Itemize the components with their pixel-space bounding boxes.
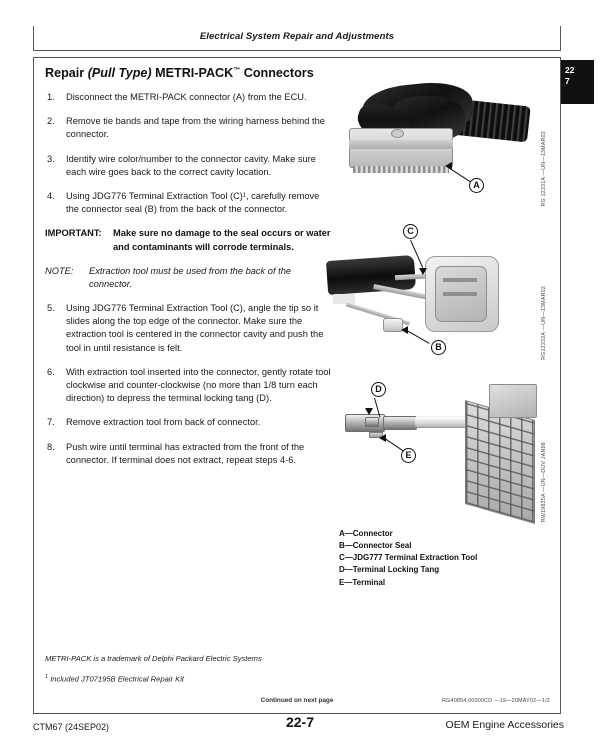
- section-title: [45, 66, 314, 80]
- section-title-prefix: Repair: [45, 66, 85, 80]
- running-header: [33, 26, 561, 51]
- step-number: 3.: [47, 153, 55, 164]
- arrowhead-c: [419, 268, 427, 275]
- step-number: 8.: [47, 441, 55, 452]
- step-text: Remove extraction tool from back of connector.: [66, 417, 261, 428]
- legend-item: A—Connector: [339, 529, 393, 538]
- figure-extraction-tool-seal: [339, 222, 551, 362]
- legend-item: D—Terminal Locking Tang: [339, 565, 440, 575]
- legend-item: B—Connector Seal: [339, 541, 412, 551]
- step-item: [45, 416, 333, 429]
- connector-seam: [349, 140, 453, 149]
- important-callout: [45, 227, 333, 253]
- running-header-title: Electrical System Repair and Adjustments: [199, 31, 395, 42]
- step-item: [45, 441, 333, 467]
- step-text: With extraction tool inserted into the connector, gently rotate tool clockwise and counter-clockwise (no more than 1/8 turn each direction) to depress the terminal locking tang (D).: [66, 366, 331, 404]
- figures-column: [339, 80, 551, 532]
- trademark-symbol: ™: [233, 66, 241, 74]
- arrowhead-a: [445, 162, 452, 170]
- important-text: Make sure no damage to the seal occurs or water and contaminants will corrode terminals.: [113, 228, 331, 252]
- callout-bubble-a: A: [469, 178, 484, 193]
- continued-notice: Continued on next page: [260, 697, 334, 704]
- cavity-slot: [443, 292, 477, 296]
- step-text: Remove tie bands and tape from the wiring harness behind the connector.: [66, 116, 325, 140]
- legend-item: E—Terminal: [339, 577, 386, 587]
- step-text: Push wire until terminal has extracted from the front of the connector. If terminal does not extract, repeat steps 4-6.: [66, 441, 305, 465]
- figure-code: RG12232A —UN—13MAR02: [541, 286, 547, 360]
- step-text: Using JDG776 Terminal Extraction Tool (C)¹, carefully remove the connector seal (B) from the back of the connector.: [66, 190, 320, 215]
- note-callout: [45, 265, 333, 291]
- arrowhead-d: [365, 408, 373, 415]
- footnote-entry: [45, 673, 405, 685]
- legend-item: C—JDG777 Terminal Extraction Tool: [339, 553, 478, 563]
- locking-tang: [365, 417, 379, 427]
- step-number: 1.: [47, 92, 55, 102]
- arrowhead-b: [401, 326, 408, 334]
- callout-bubble-e: E: [401, 448, 416, 463]
- tool-label-patch: [333, 294, 355, 304]
- connector-ecu-photo: [339, 80, 547, 208]
- step-item: [45, 91, 333, 104]
- step-text: Disconnect the METRI-PACK connector (A) from the ECU.: [66, 92, 307, 102]
- section-title-suffix: Connectors: [243, 66, 314, 80]
- callout-legend: [339, 528, 477, 589]
- latch-boss: [391, 129, 404, 138]
- step-item: [45, 302, 333, 355]
- publication-title: OEM Engine Accessories: [445, 719, 564, 731]
- manual-code: CTM67 (24SEP02): [33, 722, 110, 732]
- extraction-tool-seal-photo: [339, 222, 547, 362]
- document-reference-code: RG40854,00000CD —19—20MAY02—1/2: [442, 698, 550, 704]
- step-number: 2.: [47, 116, 55, 127]
- tab-page-number: 7: [565, 75, 570, 86]
- step-item: [45, 153, 333, 179]
- step-number: 6.: [47, 366, 55, 377]
- step-text: Identify wire color/number to the connector cavity. Make sure each wire goes back to the correct cavity location.: [66, 153, 316, 177]
- footnote-text: Included JT07195B Electrical Repair Kit: [50, 674, 184, 684]
- callout-bubble-c: C: [403, 224, 418, 239]
- note-label: NOTE:: [45, 265, 74, 276]
- arrowhead-e: [379, 434, 386, 442]
- footnote-marker: 1: [45, 674, 49, 681]
- callout-bubble-d: D: [371, 382, 386, 397]
- content-frame: [33, 57, 561, 714]
- wire-crimp: [383, 416, 417, 430]
- section-title-main: METRI-PACK: [155, 66, 234, 80]
- chapter-page-tab: [561, 60, 594, 104]
- important-label: IMPORTANT:: [45, 228, 102, 239]
- footnotes: [45, 653, 405, 685]
- step-item: [45, 115, 333, 141]
- page-number: 22-7: [285, 714, 315, 730]
- leader-line-b: [407, 330, 430, 344]
- section-title-italic: (Pull Type): [87, 66, 152, 80]
- connector-seal: [383, 318, 403, 332]
- step-item: [45, 190, 333, 216]
- trademark-notice: METRI-PACK is a trademark of Delphi Packard Electric Systems: [45, 653, 262, 663]
- callout-bubble-b: B: [431, 340, 446, 355]
- connector-cavity-grid: [465, 400, 535, 524]
- chapter-number: 22: [565, 65, 575, 75]
- terminal-locking-tang-photo: [339, 376, 547, 526]
- connector-top-shell: [489, 384, 537, 418]
- note-text: Extraction tool must be used from the back of the connector.: [89, 265, 292, 289]
- cavity-slot: [443, 278, 477, 282]
- step-number: 7.: [47, 417, 55, 428]
- figure-code: RW19835A —UN—DUV JAN98: [541, 441, 547, 522]
- figure-terminal-locking-tang: [339, 376, 551, 526]
- figure-connector-ecu: [339, 80, 551, 208]
- step-number: 5.: [47, 303, 55, 314]
- step-number: 4.: [47, 190, 55, 201]
- step-item: [45, 366, 333, 406]
- procedure-steps: [45, 91, 333, 478]
- step-text: Using JDG776 Terminal Extraction Tool (C), angle the tip so it slides along the top edge of the connector. Make sure the extraction tool is centered in the connector cavity and push the tool in until resistance is felt.: [66, 303, 324, 353]
- figure-code: RG 12231A —UN—13MAR02: [541, 130, 547, 206]
- connector-pin-row: [353, 166, 449, 173]
